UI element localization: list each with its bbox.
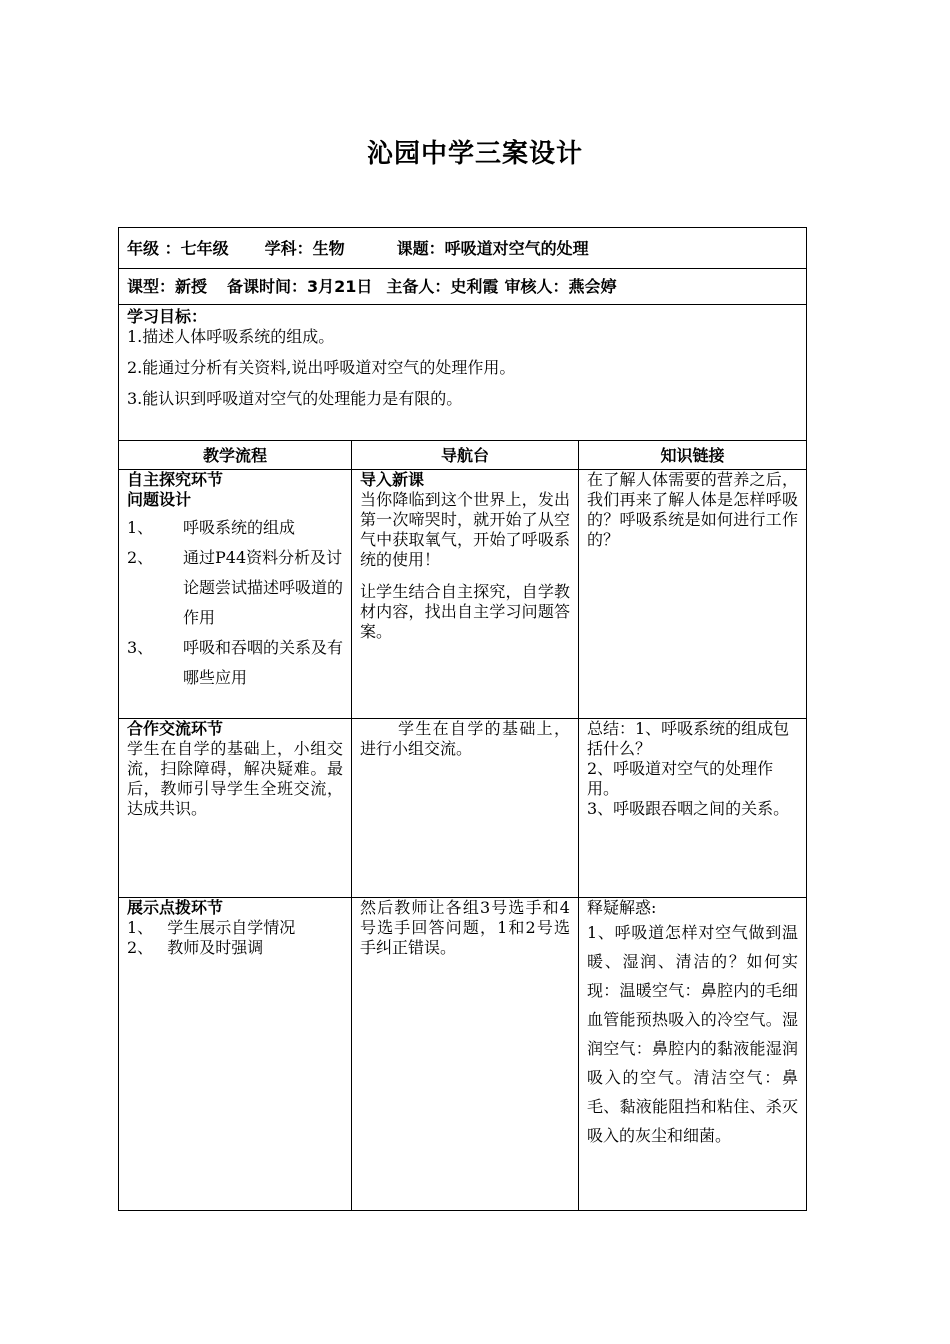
section-title: 合作交流环节 xyxy=(127,719,224,738)
lesson-type-field: 课型：新授 xyxy=(127,277,208,296)
list-item xyxy=(127,633,343,693)
flow-text: 学生在自学的基础上，小组交流，扫除障碍，解决疑难。最后，教师引导学生全班交流，达成共识。 xyxy=(127,739,343,818)
self-study-nav-cell xyxy=(352,470,579,719)
section-subtitle: 问题设计 xyxy=(127,490,192,509)
list-item xyxy=(127,938,343,958)
nav-text: 学生在自学的基础上，进行小组交流。 xyxy=(360,719,570,758)
lesson-plan-table xyxy=(118,227,807,1211)
presentation-row xyxy=(119,898,807,1211)
prep-time-field: 备课时间：3月21日 xyxy=(227,277,373,296)
nav-text: 让学生结合自主探究，自学教材内容，找出自主学习问题答案。 xyxy=(360,582,570,641)
topic-field: 课题：呼吸道对空气的处理 xyxy=(396,238,589,258)
item-text: 呼吸和吞咽的关系及有哪些应用 xyxy=(183,638,344,687)
list-item xyxy=(127,918,343,938)
link-line: 2、呼吸道对空气的处理作用。 xyxy=(587,759,774,798)
column-header-flow: 教学流程 xyxy=(119,441,352,470)
objectives-cell xyxy=(119,305,807,441)
item-number: 1、 xyxy=(127,518,154,537)
nav-text: 然后教师让各组3号选手和4号选手回答问题，1和2号选手纠正错误。 xyxy=(360,898,570,957)
item-text: 学生展示自学情况 xyxy=(167,918,296,937)
link-line: 总结：1、呼吸系统的组成包括什么？ xyxy=(587,719,790,758)
nav-text: 当你降临到这个世界上，发出第一次啼哭时，就开始了从空气中获取氧气，开始了呼吸系统的使用！ xyxy=(360,490,570,569)
subject-field: 学科：生物 xyxy=(264,238,345,258)
cooperation-flow-cell xyxy=(119,719,352,898)
cooperation-row xyxy=(119,719,807,898)
presentation-nav-cell xyxy=(352,898,579,1211)
objective-item: 3.能认识到呼吸道对空气的处理能力是有限的。 xyxy=(127,389,463,408)
info-cell-1 xyxy=(119,228,807,269)
link-text: 1、呼吸道怎样对空气做到温暖、湿润、清洁的？如何实现：温暖空气：鼻腔内的毛细血管能预热吸入的冷空气。湿润空气：鼻腔内的黏液能湿润吸入的空气。清洁空气：鼻毛、黏液能阻挡和粘住、杀灭吸入的灰尘和细菌。 xyxy=(587,923,799,1145)
self-study-row xyxy=(119,470,807,719)
item-text: 教师及时强调 xyxy=(167,938,264,957)
list-item xyxy=(127,543,343,633)
column-header-nav: 导航台 xyxy=(352,441,579,470)
item-number: 3、 xyxy=(127,638,154,657)
item-number: 2、 xyxy=(127,938,154,957)
info-cell-2 xyxy=(119,269,807,305)
item-text: 通过P44资料分析及讨论题尝试描述呼吸道的作用 xyxy=(183,548,344,627)
section-title: 展示点拨环节 xyxy=(127,898,224,917)
document-title: 沁园中学三案设计 xyxy=(366,139,583,169)
presentation-flow-cell xyxy=(119,898,352,1211)
self-study-link-cell xyxy=(579,470,807,719)
preparer-field: 主备人：史利霞 xyxy=(386,277,499,296)
objectives-heading: 学习目标： xyxy=(127,307,208,326)
info-row-2 xyxy=(119,269,807,305)
cooperation-link-cell xyxy=(579,719,807,898)
presentation-link-cell xyxy=(579,898,807,1211)
question-list xyxy=(127,513,343,693)
reviewer-field: 审核人：燕会婷 xyxy=(504,277,617,296)
objective-item: 2.能通过分析有关资料,说出呼吸道对空气的处理作用。 xyxy=(127,358,516,377)
cooperation-nav-cell xyxy=(352,719,579,898)
link-line: 3、呼吸跟吞咽之间的关系。 xyxy=(587,799,790,818)
objective-item: 1.描述人体呼吸系统的组成。 xyxy=(127,327,335,346)
column-header-row xyxy=(119,441,807,470)
self-study-flow-cell xyxy=(119,470,352,719)
list-item xyxy=(127,513,343,543)
objectives-row xyxy=(119,305,807,441)
grade-field: 年级 ：七年级 xyxy=(127,238,229,258)
item-number: 2、 xyxy=(127,548,154,567)
link-heading: 释疑解惑: xyxy=(587,898,657,917)
item-number: 1、 xyxy=(127,918,154,937)
link-text: 在了解人体需要的营养之后，我们再来了解人体是怎样呼吸的？呼吸系统是如何进行工作的？ xyxy=(587,470,799,549)
column-header-link: 知识链接 xyxy=(579,441,807,470)
nav-title: 导入新课 xyxy=(360,470,425,489)
info-row-1 xyxy=(119,228,807,269)
section-title: 自主探究环节 xyxy=(127,470,224,489)
item-text: 呼吸系统的组成 xyxy=(183,518,296,537)
